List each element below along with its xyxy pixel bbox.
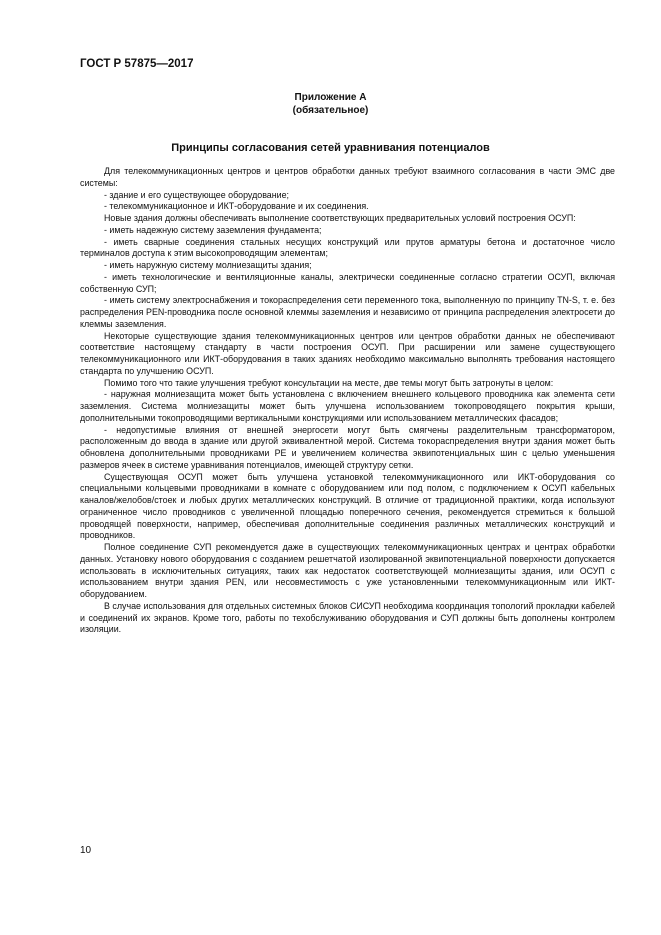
paragraph: Некоторые существующие здания телекоммуникационных центров или центров обработки данных не обеспечивают соответствие настоящему стандарту в части построения ОСУП. При расширении или замене существующего телекоммуникационного или ИКТ-оборудования в таких зданиях необходимо максимально выполнять требования настоящего стандарта по улучшению ОСУП. bbox=[80, 330, 615, 376]
list-item: - телекоммуникационное и ИКТ-оборудование и их соединения. bbox=[104, 201, 369, 212]
list-item: - здание и его существующее оборудование; bbox=[104, 189, 289, 200]
list-item: - иметь технологические и вентиляционные каналы, электрически соединенные согласно стратегии ОСУП, включая собственную СУП; bbox=[80, 271, 615, 294]
list-item: - недопустимые влияния от внешней энергосети могут быть смягчены разделительным трансформатором, расположенным до ввода в здание или другой эквивалентной мерой. Система токораспределения внутри здания может быть обновлена дополнительными проводниками PE и увеличением количества эквипотенциальных шин с целью уменьшения размеров ячеек в системе уравнивания потенциалов, имеющей структуру сетки. bbox=[80, 424, 615, 470]
paragraph: В случае использования для отдельных системных блоков СИСУП необходима координация топологий прокладки кабелей и соединений их экранов. Кроме того, работы по техобслуживанию оборудования и СУП должны быть дополнены контролем изоляции. bbox=[80, 600, 615, 635]
appendix-note: (обязательное) bbox=[292, 105, 369, 116]
section-heading: Принципы согласования сетей уравнивания потенциалов bbox=[171, 142, 490, 154]
paragraph: Существующая ОСУП может быть улучшена установкой телекоммуникационного или ИКТ-оборудования со специальными кольцевыми проводниками в комнате с оборудованием или под полом, с подключением к ОСУП кабельных каналов/желобов/стоек и любых других металлических конструкций. В отличие от традиционной практики, когда используют ограниченное число проводников с увеличенной площадью поперечного сечения, рекомендуется стремиться к большой проводящей поверхности, например, обеспечивая дополнительные соединения различных металлических конструкций и проводников. bbox=[80, 471, 615, 541]
page-number: 10 bbox=[80, 845, 92, 856]
list-item: - иметь сварные соединения стальных несущих конструкций или прутов арматуры бетона и достаточное число терминалов доступа к этим высокопроводящим элементам; bbox=[80, 236, 615, 259]
list-item: - наружная молниезащита может быть установлена с включением внешнего кольцевого проводника как элемента сети заземления. Система молниезащиты может быть улучшена использованием токопроводящего покрытия крыши, дополнительными токопроводящими вертикальными конструкциями или использованием металлических фасадов; bbox=[80, 389, 615, 423]
paragraph: Новые здания должны обеспечивать выполнение соответствующих предварительных условий построения ОСУП: bbox=[104, 213, 576, 223]
list-item: - иметь надежную систему заземления фундамента; bbox=[104, 224, 322, 235]
list-item: - иметь систему электроснабжения и токораспределения сети переменного тока, выполненную по принципу TN-S, т. е. без распределения PEN-проводника после основной клеммы заземления и независимо от принципа распределения электросети до клеммы заземления. bbox=[80, 295, 615, 329]
standard-header: ГОСТ Р 57875—2017 bbox=[80, 58, 194, 70]
paragraph: Помимо того что такие улучшения требуют консультации на месте, две темы могут быть затронуты в целом: bbox=[104, 377, 554, 388]
appendix-title: Приложение А bbox=[294, 92, 367, 103]
document-body bbox=[80, 166, 615, 636]
paragraph: Полное соединение СУП рекомендуется даже в существующих телекоммуникационных центрах и центрах обработки данных. Установку нового оборудования с созданием решетчатой изолированной эквипотенциальной поверхности допускается использовать в исключительных ситуациях, таких как недостаток соответствующей молниезащиты здания, или ОСУП с использованием внутри здания PEN, или несовместимость с уже установленными телекоммуникационным или ИКТ-оборудованием. bbox=[80, 542, 615, 599]
list-item: - иметь наружную систему молниезащиты здания; bbox=[104, 260, 312, 270]
paragraph: Для телекоммуникационных центров и центров обработки данных требуют взаимного согласования в части ЭМС две системы: bbox=[80, 166, 615, 188]
